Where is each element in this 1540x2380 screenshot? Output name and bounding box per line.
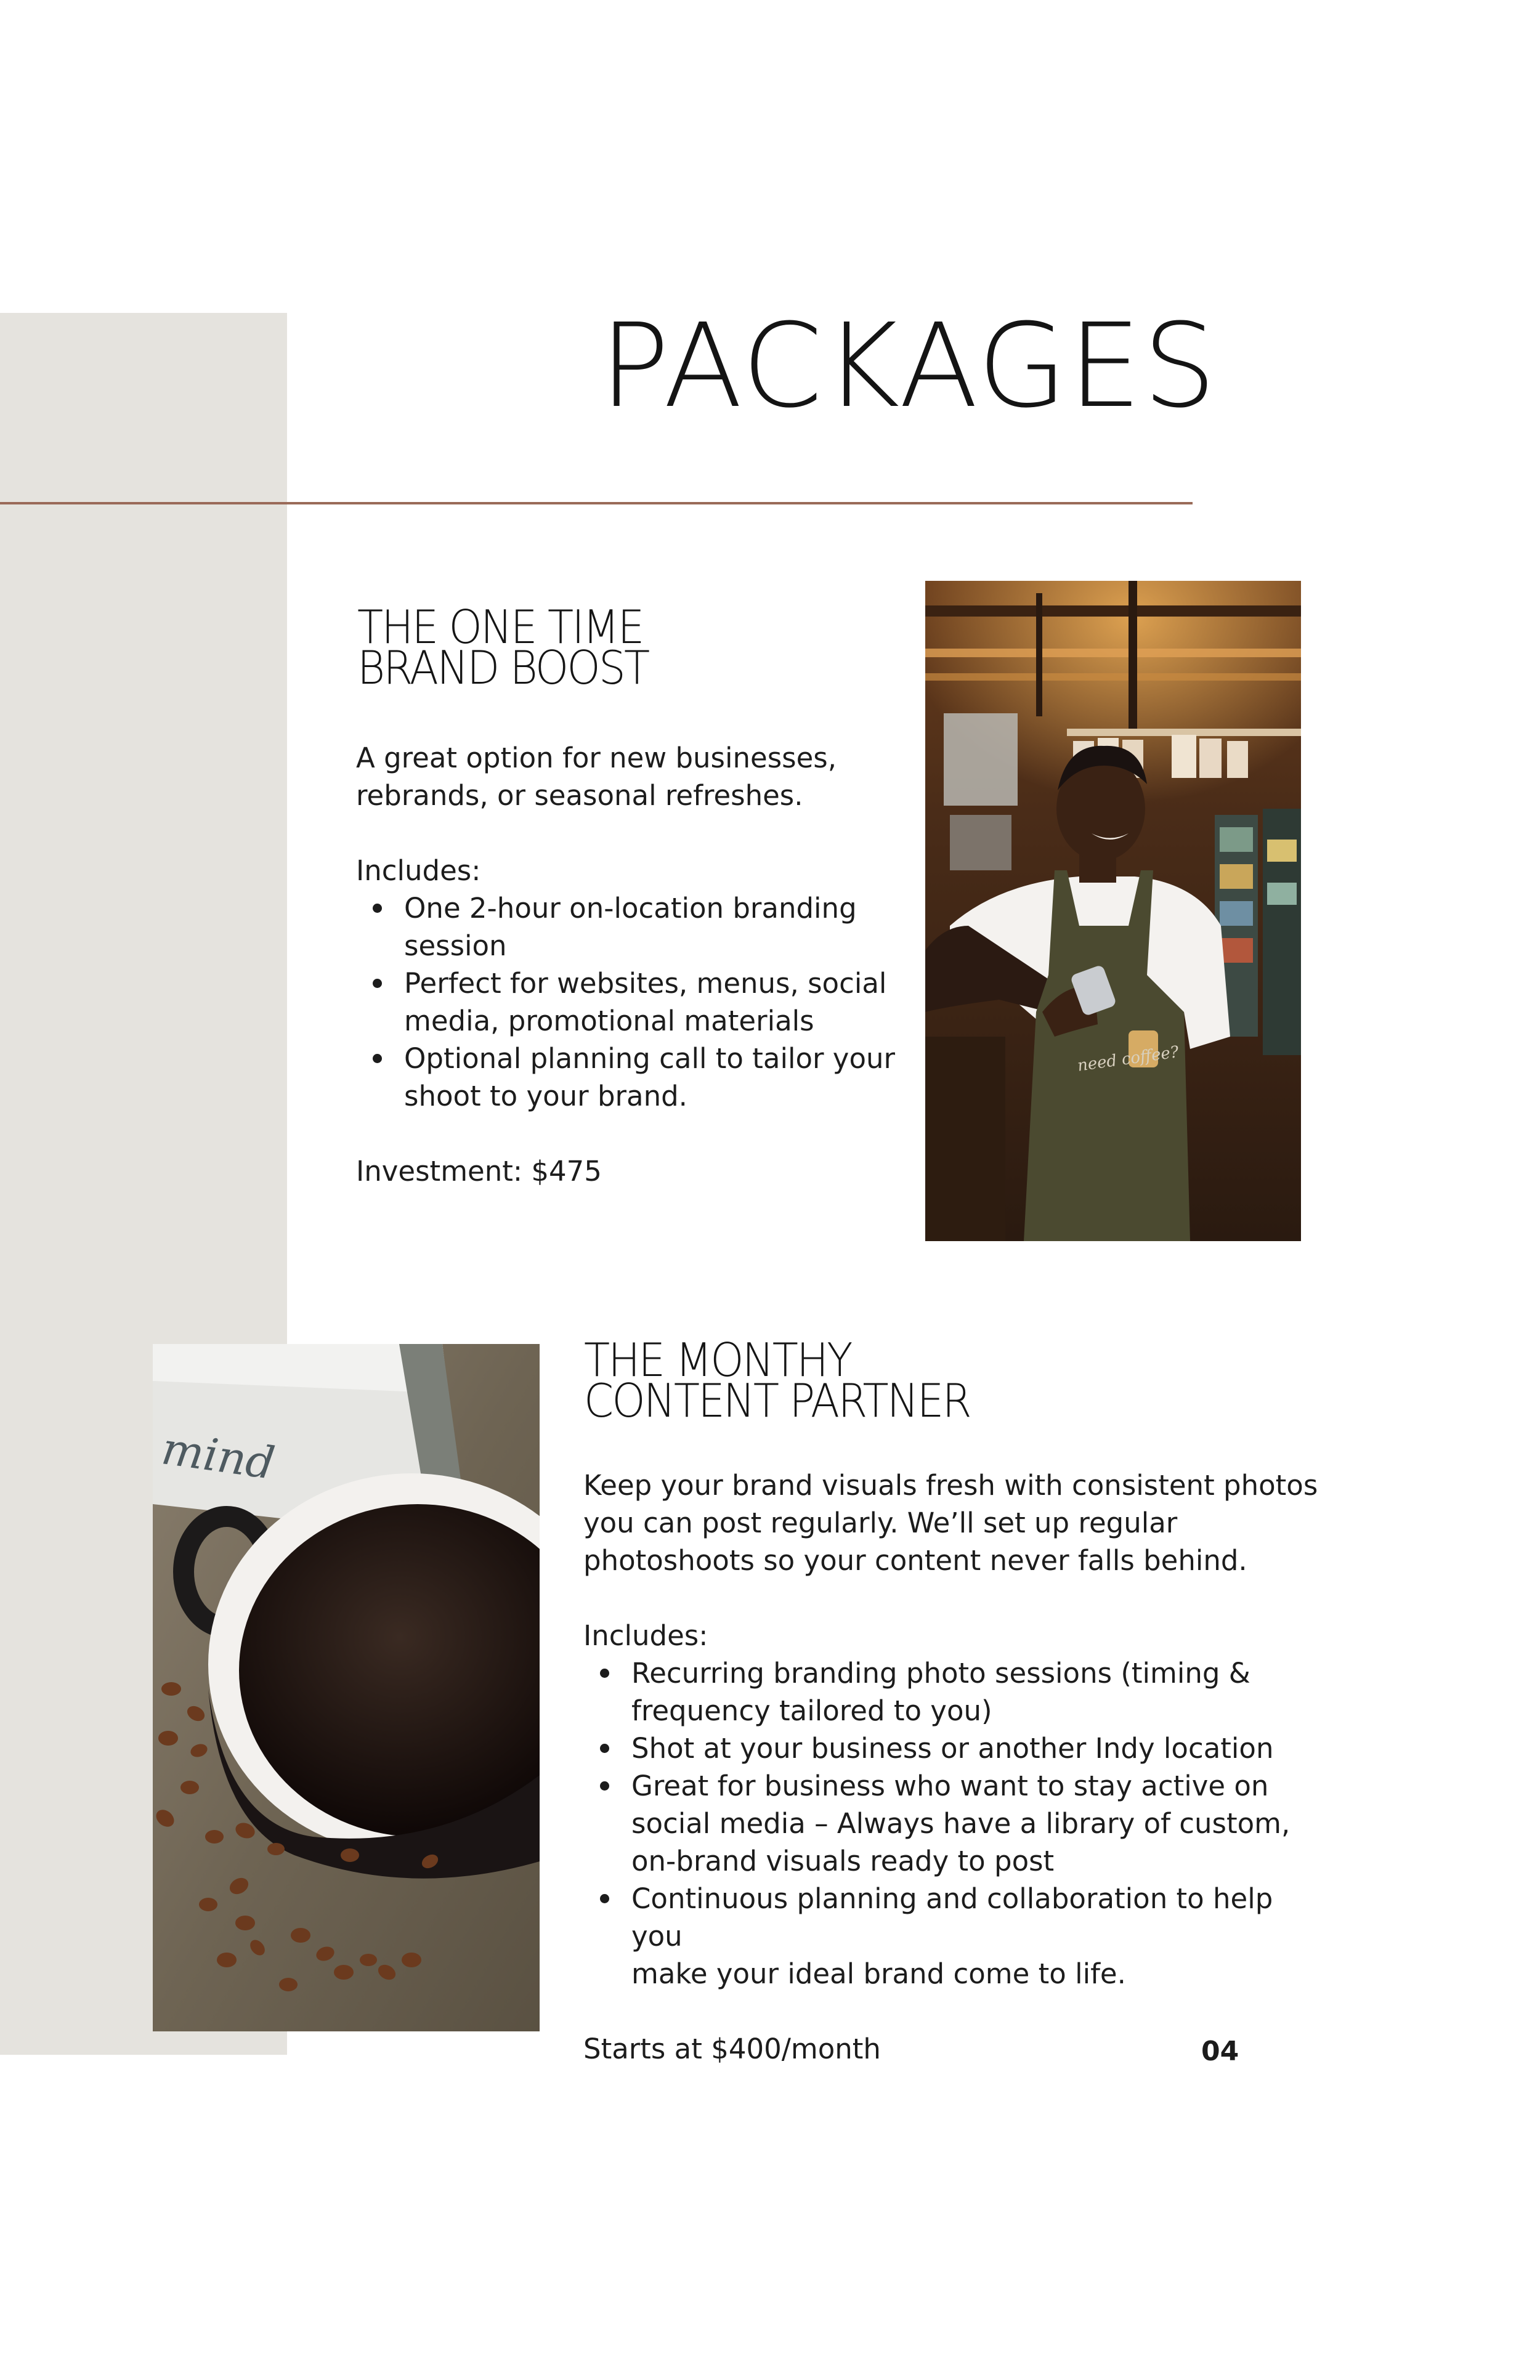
list-item: One 2-hour on-location branding session bbox=[356, 889, 910, 965]
package-1-price: Investment: $475 bbox=[356, 1155, 602, 1188]
package-2-price: Starts at $400/month bbox=[583, 2033, 881, 2065]
package-1-description: rebrands, or seasonal refreshes. bbox=[356, 779, 803, 812]
package-2-title bbox=[584, 1333, 1003, 1428]
package-2-description: Keep your brand visuals fresh with consistent photos bbox=[583, 1469, 1318, 1502]
coffee-cup-photo bbox=[153, 1344, 540, 2031]
list-item: Optional planning call to tailor your shoot to your brand. bbox=[356, 1040, 910, 1115]
package-2-description: photoshoots so your content never falls behind. bbox=[583, 1544, 1247, 1577]
list-item: Perfect for websites, menus, social media, promotional materials bbox=[356, 965, 910, 1040]
page-number: 04 bbox=[1201, 2036, 1239, 2067]
package-2-title-line: THE MONTHY bbox=[584, 1333, 851, 1387]
title-divider bbox=[0, 502, 1193, 504]
package-2-body bbox=[583, 1467, 1323, 2068]
page-title: PACKAGES bbox=[599, 299, 1218, 434]
list-item: Great for business who want to stay active on social media – Always have a library of custom, on-brand visuals ready to post bbox=[583, 1767, 1323, 1880]
list-item: Continuous planning and collaboration to help you make your ideal brand come to life. bbox=[583, 1880, 1323, 1993]
package-1-body bbox=[356, 739, 910, 1190]
package-1-title-line: THE ONE TIME bbox=[357, 600, 643, 654]
package-2-description: you can post regularly. We’ll set up regular bbox=[583, 1507, 1178, 1539]
package-2-includes-label: Includes: bbox=[583, 1619, 708, 1652]
package-1-includes-label: Includes: bbox=[356, 854, 481, 887]
barista-photo bbox=[925, 581, 1301, 1241]
list-item: Shot at your business or another Indy location bbox=[583, 1730, 1323, 1767]
package-2-title-line: CONTENT PARTNER bbox=[584, 1374, 970, 1428]
package-1-description: A great option for new businesses, bbox=[356, 742, 837, 774]
package-1-title-line: BRAND BOOST bbox=[357, 641, 649, 695]
barista-apron-lettering: need coffee? bbox=[1076, 1042, 1180, 1075]
coffee-bag-lettering: mind bbox=[158, 1422, 278, 1489]
package-1-include-list bbox=[356, 889, 910, 1115]
package-2-include-list bbox=[583, 1654, 1323, 1993]
list-item: Recurring branding photo sessions (timing & frequency tailored to you) bbox=[583, 1654, 1323, 1730]
package-1-title bbox=[357, 600, 673, 695]
